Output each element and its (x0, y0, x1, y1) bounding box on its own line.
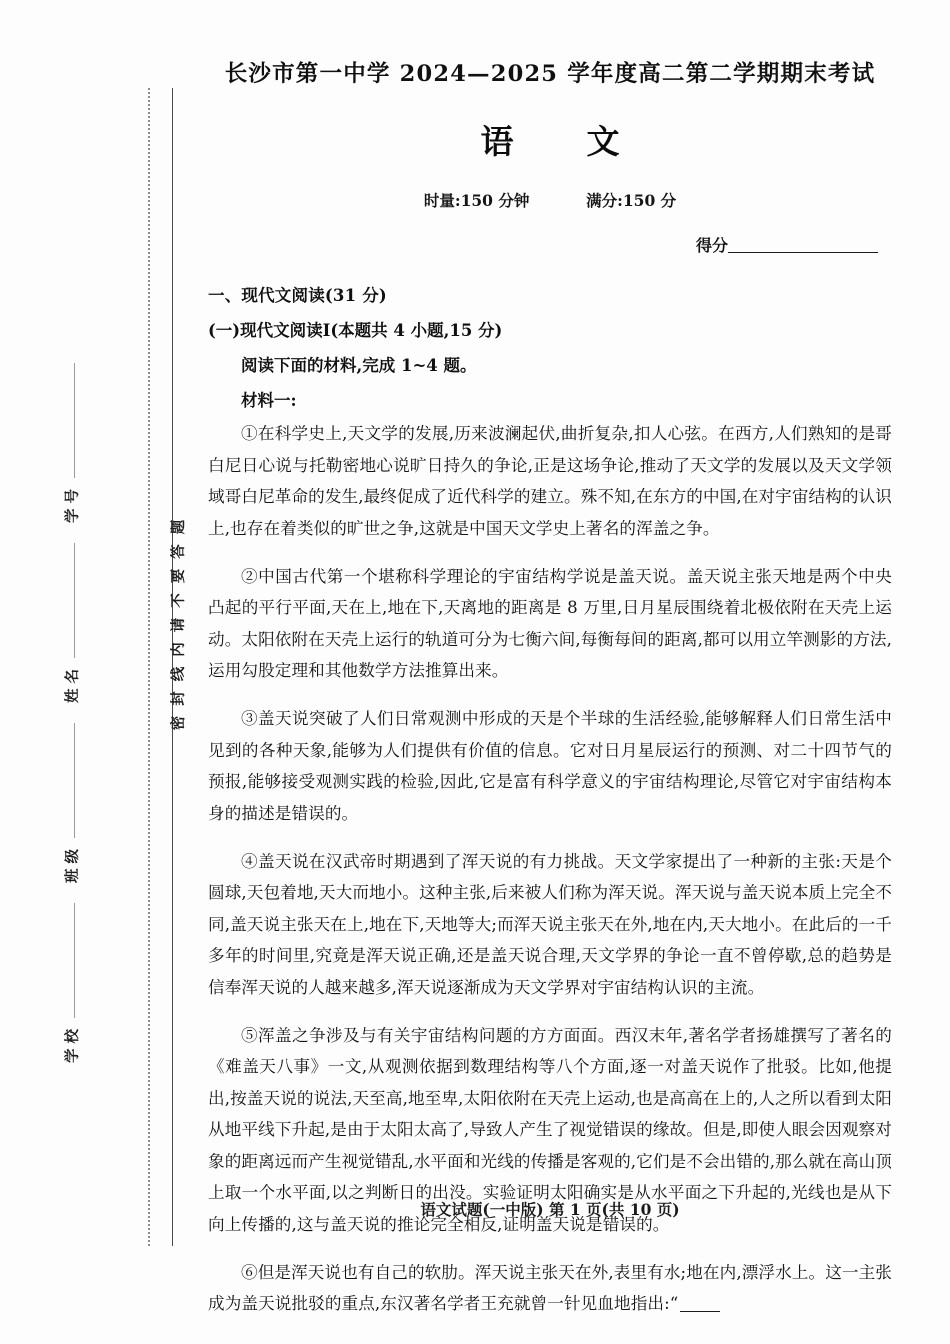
passage-paragraph-6-text: ⑥但是浑天说也有自己的软肋。浑天说主张天在外,表里有水;地在内,漂浮水上。这一主张成为盖天说批驳的重点,东汉著名学者王充就曾一针见血地指出:“ (208, 1262, 892, 1314)
page-footer: 语文试题(一中版) 第 1 页(共 10 页) (420, 1200, 680, 1219)
score-label: 得分 (695, 236, 728, 255)
seal-field-name[interactable] (58, 543, 84, 703)
seal-field-label: 班级 (64, 844, 81, 883)
section-heading-modern-reading: 一、现代文阅读(31 分) (208, 286, 387, 305)
page-content (208, 0, 892, 1344)
seal-field-label: 学号 (64, 484, 81, 523)
reading-instruction: 阅读下面的材料,完成 1~4 题。 (241, 356, 477, 375)
passage-paragraph-3: ③盖天说突破了人们日常观测中形成的天是个半球的生活经验,能够解释人们日常生活中见到的各种天象,能够为人们提供有价值的信息。它对日月星辰运行的预测、对二十四节气的预报,能够接受观测实践的检验,因此,它是富有科学意义的宇宙结构理论,尽管它对宇宙结构本身的描述是错误的。 (208, 709, 892, 823)
material-label: 材料一: (241, 391, 297, 410)
sealing-line-notice: 密封线内请不要答题 (171, 509, 187, 731)
seal-field-rule (74, 363, 75, 478)
subsection-heading-part-one: (一)现代文阅读Ⅰ(本题共 4 小题,15 分) (208, 321, 503, 340)
seal-field-rule (74, 543, 75, 658)
passage-paragraph-4: ④盖天说在汉武帝时期遇到了浑天说的有力挑战。天文学家提出了一种新的主张:天是个圆球,天包着地,天大而地小。这种主张,后来被人们称为浑天说。浑天说与盖天说本质上完全不同,盖天说主张天在上,地在下,天地等大;而浑天说主张天在外,地在内,天大地小。在此后的一千多年的时间里,究竟是浑天说正确,还是盖天说合理,天文学界的争论一直不曾停歇,总的趋势是信奉浑天说的人越来越多,浑天说逐渐成为天文学界对宇宙结构认识的主流。 (208, 851, 892, 997)
score-blank-rule[interactable] (728, 252, 878, 253)
passage-paragraph-6 (208, 1257, 892, 1320)
seal-field-school[interactable] (58, 903, 84, 1063)
passage-paragraph-5: ⑤浑盖之争涉及与有关宇宙结构问题的方方面面。西汉末年,著名学者扬雄撰写了著名的《难盖天八事》一文,从观测依据到数理结构等八个方面,逐一对盖天说作了批驳。比如,他提出,按盖天说的说法,天至高,地至卑,太阳依附在天壳上运动,也是高高在上的,人之所以看到太阳从地平线下升起,是由于太阳太高了,导致人产生了视觉错误的缘故。但是,即使人眼会因观察对象的距离远而产生视觉错乱,水平面和光线的传播是客观的,它们是不会出错的,那么就在高山顶上取一个水平面,以之判断日的出没。实验证明太阳确实是从水平面之下升起的,光线也是从下向上传播的,这与盖天说的推论完全相反,证明盖天说是错误的。 (208, 1025, 892, 1234)
seal-field-student-id[interactable] (58, 363, 84, 523)
seal-field-rule (74, 903, 75, 1018)
sealing-dotted-line (148, 88, 150, 1246)
passage-paragraph-1: ①在科学史上,天文学的发展,历来波澜起伏,曲折复杂,扣人心弦。在西方,人们熟知的是哥白尼日心说与托勒密地心说旷日持久的争论,正是这场争论,推动了天文学的发展以及天文学领域哥白尼革命的发生,最终促成了近代科学的建立。殊不知,在东方的中国,在对宇宙结构的认识上,也存在着类似的旷世之争,这就是中国天文学史上著名的浑盖之争。 (208, 424, 892, 538)
seal-field-label: 学校 (64, 1024, 81, 1063)
exam-total-score: 满分:150 分 (586, 191, 677, 210)
subject-title: 语 文 (480, 122, 640, 161)
page-title: 长沙市第一中学 2024—2025 学年度高二第二学期期末考试 (224, 61, 876, 87)
score-box[interactable] (208, 233, 892, 256)
passage-paragraph-2: ②中国古代第一个堪称科学理论的宇宙结构学说是盖天说。盖天说主张天地是两个中央凸起的平行平面,天在上,地在下,天离地的距离是 8 万里,日月星辰围绕着北极依附在天壳上运动。太阳依附在天壳上运行的轨道可分为七衡六间,每衡每间的距离,都可以用立竿测影的方法,运用勾股定理和其他数学方法推算出来。 (208, 566, 892, 681)
exam-duration: 时量:150 分钟 (423, 191, 530, 210)
sealing-line-area (0, 0, 187, 1344)
seal-field-rule (74, 723, 75, 838)
continuation-rule (680, 1311, 720, 1312)
seal-field-label: 姓名 (64, 664, 81, 703)
exam-meta-line (208, 189, 892, 211)
seal-field-class[interactable] (58, 723, 84, 883)
